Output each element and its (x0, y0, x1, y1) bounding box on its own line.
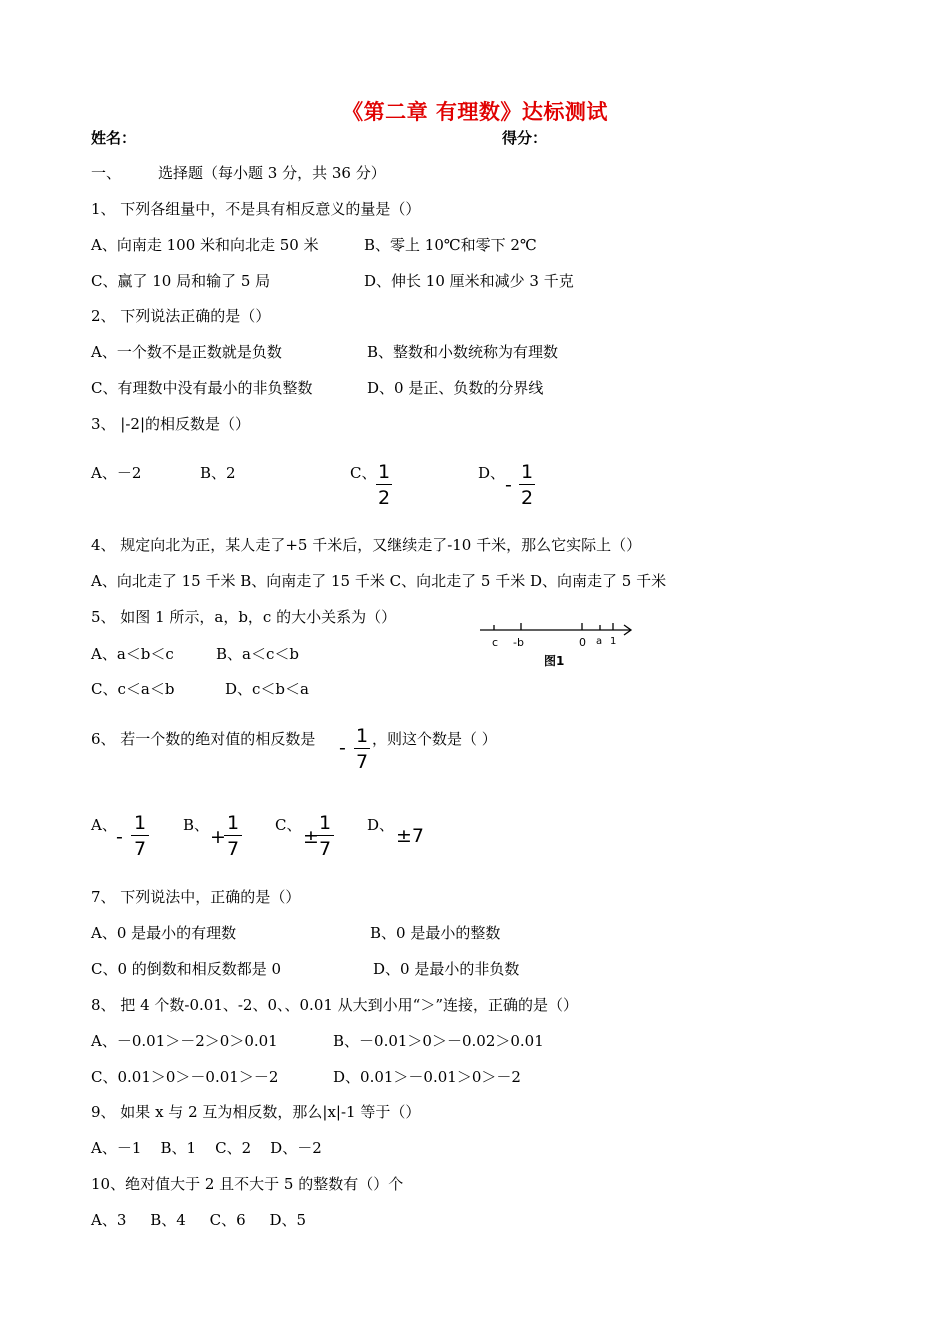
question-3-option-a: A、－2 (91, 464, 142, 482)
section-index: 一、 (91, 164, 122, 182)
question-1-option-a: A、向南走 100 米和向北走 50 米 (91, 236, 319, 254)
label-neg-b: -b (513, 636, 524, 649)
fraction-numerator: 1 (226, 812, 240, 834)
question-6-option-a-fraction (131, 812, 149, 860)
question-2-option-a: A、一个数不是正数就是负数 (91, 343, 282, 361)
label-one: 1 (610, 636, 617, 647)
figure-caption: 图1 (544, 654, 565, 668)
question-3-stem: 3、 |-2|的相反数是（） (91, 415, 251, 433)
fraction-denominator: 2 (377, 487, 391, 509)
question-6-stem-post: ，则这个数是（ ） (372, 730, 497, 748)
page-title: 《第二章 有理数》达标测试 (342, 100, 608, 124)
question-2-option-d: D、0 是正、负数的分界线 (367, 379, 544, 397)
question-6-stem-sign: - (339, 737, 346, 759)
question-8-option-d: D、0.01＞－0.01＞0＞－2 (333, 1068, 521, 1086)
question-8-option-b: B、－0.01＞0＞－0.02＞0.01 (333, 1032, 544, 1050)
fraction-bar (316, 835, 334, 836)
fraction-denominator: 7 (355, 751, 369, 773)
question-6-option-c-label: C、 (275, 816, 302, 834)
fraction-bar (354, 748, 370, 749)
fraction-denominator: 7 (318, 838, 332, 860)
question-1-option-d: D、伸长 10 厘米和减少 3 千克 (364, 272, 574, 290)
question-8-stem: 8、 把 4 个数-0.01、-2、0、、0.01 从大到小用“＞”连接，正确的是（） (91, 996, 579, 1014)
fraction-numerator: 1 (377, 461, 391, 483)
question-3-option-d-label: D、 (478, 464, 506, 482)
number-line-figure (478, 615, 638, 671)
question-10-stem: 10、绝对值大于 2 且不大于 5 的整数有（）个 (91, 1175, 404, 1193)
fraction-numerator: 1 (355, 725, 369, 747)
question-7-stem: 7、 下列说法中，正确的是（） (91, 888, 301, 906)
question-8-option-c: C、0.01＞0＞－0.01＞－2 (91, 1068, 279, 1086)
question-6-option-d-label: D、 (367, 816, 395, 834)
score-label: 得分： (502, 129, 548, 147)
label-c: c (492, 636, 499, 649)
fraction-denominator: 7 (226, 838, 240, 860)
fraction-denominator: 2 (520, 487, 534, 509)
question-6-option-a-label: A、 (91, 816, 117, 834)
question-5-option-c: C、c＜a＜b (91, 680, 175, 698)
question-6-option-c-fraction (316, 812, 334, 860)
question-1-option-b: B、零上 10℃和零下 2℃ (364, 236, 537, 254)
question-2-option-c: C、有理数中没有最小的非负整数 (91, 379, 313, 397)
question-5-stem: 5、 如图 1 所示，a，b，c 的大小关系为（） (91, 608, 397, 626)
question-4-stem: 4、 规定向北为正，某人走了+5 千米后，又继续走了-10 千米，那么它实际上（） (91, 536, 642, 554)
fraction-denominator: 7 (133, 838, 147, 860)
question-1-stem: 1、 下列各组量中，不是具有相反意义的量是（） (91, 200, 421, 218)
question-3-option-c-label: C、 (350, 464, 377, 482)
question-10-options: A、3 B、4 C、6 D、5 (91, 1211, 307, 1229)
section-heading: 选择题（每小题 3 分，共 36 分） (158, 164, 386, 182)
question-6-option-c-sign: ± (303, 826, 319, 848)
fraction-bar (519, 484, 535, 485)
question-6-stem-fraction (354, 725, 370, 773)
question-7-option-a: A、0 是最小的有理数 (91, 924, 237, 942)
question-7-option-d: D、0 是最小的非负数 (373, 960, 520, 978)
question-1-option-c: C、赢了 10 局和输了 5 局 (91, 272, 271, 290)
question-6-option-d-value: ±7 (396, 825, 425, 847)
fraction-bar (131, 835, 149, 836)
question-3-option-d-fraction (519, 461, 535, 509)
question-3-option-c-fraction (376, 461, 392, 509)
question-9-options: A、－1 B、1 C、2 D、－2 (91, 1139, 322, 1157)
question-6-option-b-fraction (224, 812, 242, 860)
question-4-options: A、向北走了 15 千米 B、向南走了 15 千米 C、向北走了 5 千米 D、向南走了 5 千米 (91, 572, 667, 590)
question-9-stem: 9、 如果 x 与 2 互为相反数，那么|x|-1 等于（） (91, 1103, 421, 1121)
question-5-option-d: D、c＜b＜a (225, 680, 309, 698)
question-6-option-b-label: B、 (183, 816, 210, 834)
question-2-option-b: B、整数和小数统称为有理数 (367, 343, 559, 361)
question-3-option-d-sign: - (505, 474, 512, 496)
fraction-numerator: 1 (133, 812, 147, 834)
question-7-option-b: B、0 是最小的整数 (370, 924, 501, 942)
fraction-bar (376, 484, 392, 485)
question-8-option-a: A、－0.01＞－2＞0＞0.01 (91, 1032, 278, 1050)
question-2-stem: 2、 下列说法正确的是（） (91, 307, 271, 325)
fraction-numerator: 1 (318, 812, 332, 834)
question-6-option-b-sign: + (210, 826, 226, 848)
question-7-option-c: C、0 的倒数和相反数都是 0 (91, 960, 282, 978)
label-zero: 0 (579, 636, 586, 649)
question-5-option-b: B、a＜c＜b (216, 645, 299, 663)
fraction-bar (224, 835, 242, 836)
question-6-option-a-sign: - (116, 826, 123, 848)
question-5-option-a: A、a＜b＜c (91, 645, 174, 663)
question-3-option-b: B、2 (200, 464, 236, 482)
fraction-numerator: 1 (520, 461, 534, 483)
name-label: 姓名： (91, 129, 137, 147)
question-6-stem-pre: 6、 若一个数的绝对值的相反数是 (91, 730, 316, 748)
label-a: a (596, 636, 603, 647)
